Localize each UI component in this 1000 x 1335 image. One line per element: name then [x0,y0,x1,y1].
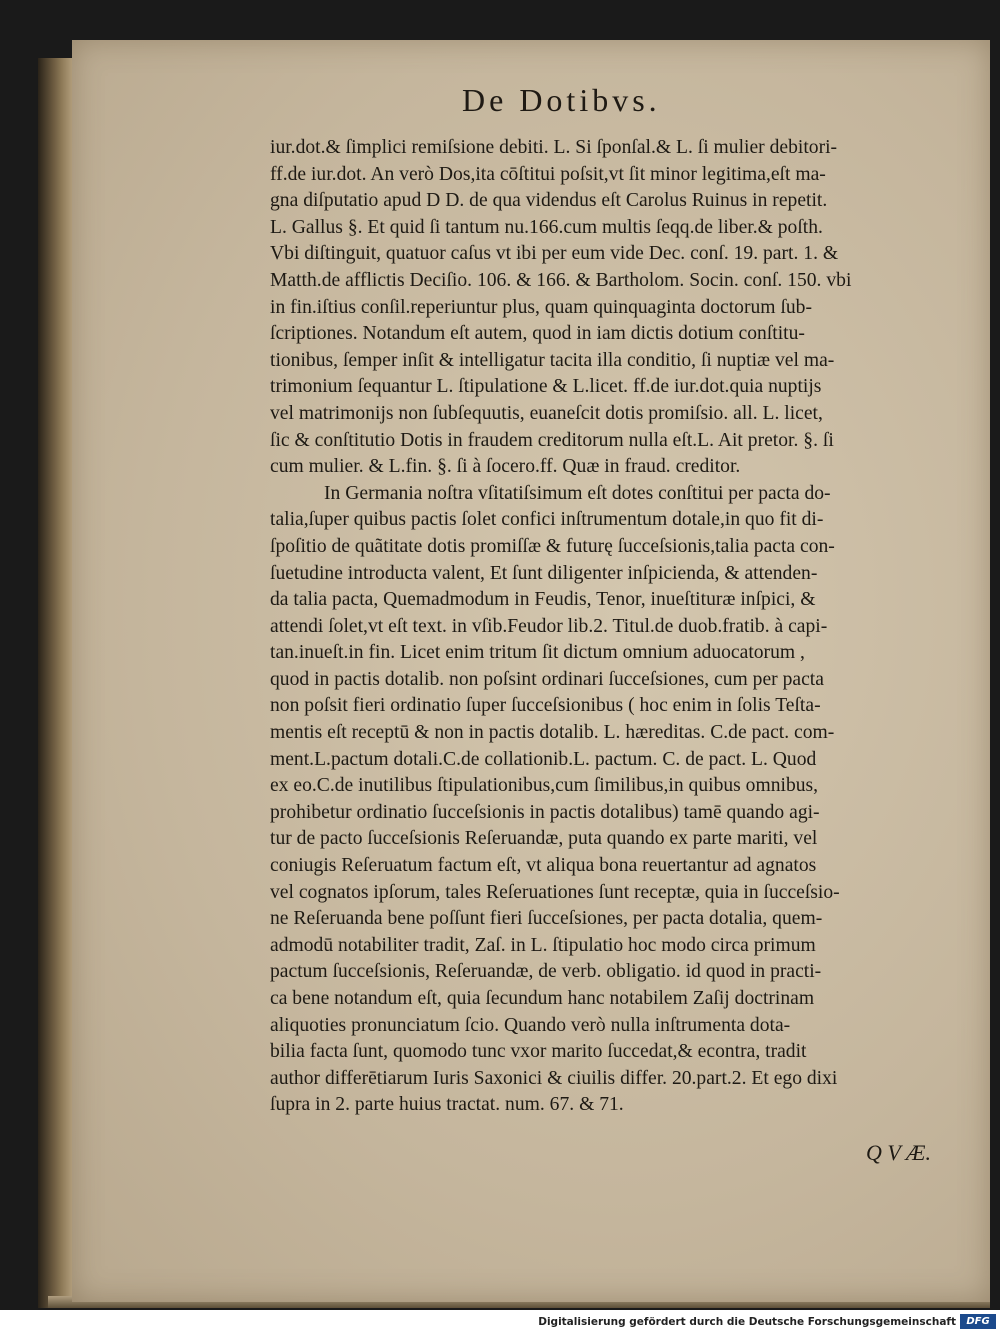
book-spine-edge [38,58,72,1308]
text-line: vel matrimonijs non ſubſequutis, euaneſcit dotis promiſsio. all. L. licet, [270,402,823,424]
text-line: ca bene notandum eſt, quia ſecundum hanc notabilem Zaſij doctrinam [270,988,815,1009]
text-line: coniugis Reſeruatum factum eſt, vt aliqua bona reuertantur ad agnatos [270,855,817,877]
footer-credit: Digitalisierung gefördert durch die Deutsche Forschungsgemeinschaft [538,1316,956,1328]
text-line: aliquoties pronunciatum ſcio. Quando verò nulla inſtrumenta dota- [270,1014,791,1036]
catchword: Q V Æ. [866,1140,931,1165]
text-line: ſcriptiones. Notandum eſt autem, quod in iam dictis dotium conſtitu- [270,323,805,345]
text-line: tan.inueſt.in fin. Licet enim tritum ſit dictum omnium aduocatorum , [270,642,805,664]
text-line: non poſsit fieri ordinatio ſuper ſucceſsionibus ( hoc enim in ſolis Teſta- [270,695,821,717]
text-line: pactum ſucceſsionis, Reſeruandæ, de verb. obligatio. id quod in practi- [270,961,822,983]
text-line: trimonium ſequantur L. ſtipulatione & L.licet. ff.de iur.dot.quia nuptijs [270,376,822,398]
text-line: admodū notabiliter tradit, Zaſ. in L. ſtipulatio hoc modo circa primum [270,934,816,956]
text-line: in fin.iſtius conſil.reperiuntur plus, quam quinquaginta doctorum ſub- [270,296,813,318]
text-line: ſic & conſtitutio Dotis in fraudem creditorum nulla eſt.L. Ait pretor. §. ſi [270,429,834,451]
text-line: ff.de iur.dot. An verò Dos,ita cōſtitui poſsit,vt ſit minor legitima,eſt ma- [270,163,826,185]
text-line: mentis eſt receptū & non in pactis dotalib. L. hæreditas. C.de pact. com- [270,722,835,744]
text-line: ne Reſeruanda bene poſſunt fieri ſucceſsiones, per pacta dotalia, quem- [270,908,823,930]
text-line: quod in pactis dotalib. non poſsint ordinari ſucceſsiones, cum per pacta [270,668,824,690]
text-line: vel cognatos ipſorum, tales Reſeruationes ſunt receptæ, quia in ſucceſsio- [270,881,840,903]
text-line: ſupra in 2. parte huius tractat. num. 67. & 71. [270,1094,624,1116]
text-line: gna diſputatio apud D D. de qua videndus eſt Carolus Ruinus in repetit. [270,190,828,212]
text-line: L. Gallus §. Et quid ſi tantum nu.166.cum multis ſeqq.de liber.& poſth. [270,216,823,238]
text-line: cum mulier. & L.fin. §. ſi à ſocero.ff. Quæ in fraud. creditor. [270,456,741,478]
dfg-logo-icon: DFG [960,1314,996,1329]
text-line: attendi ſolet,vt eſt text. in vſib.Feudor lib.2. Titul.de duob.fratib. à capi- [270,615,828,637]
text-line: In Germania noſtra vſitatiſsimum eſt dotes conſtitui per pacta do- [324,482,831,504]
text-line: Vbi diſtinguit, quatuor caſus vt ibi per eum vide Dec. conſ. 19. part. 1. & [270,243,839,265]
text-line: bilia facta ſunt, quomodo tunc vxor marito ſuccedat,& econtra, tradit [270,1041,807,1063]
text-line: Matth.de afflictis Deciſio. 106. & 166. & Bartholom. Socin. conſ. 150. vbi [270,269,852,291]
text-line: prohibetur ordinatio ſucceſsionis in pactis dotalibus) tamē quando agi- [270,801,820,823]
text-line: tionibus, ſemper inſit & intelligatur tacita illa conditio, ſi nuptiæ vel ma- [270,349,835,371]
text-line: talia,ſuper quibus pactis ſolet confici inſtrumentum dotale,in quo fit di- [270,509,824,531]
text-line: iur.dot.& ſimplici remiſsione debiti. L. Si ſponſal.& L. ſi mulier debitori- [270,137,838,158]
text-line: ſpoſitio de quãtitate dotis promiſſæ & futurę ſucceſsionis,talia pacta con- [270,535,835,557]
text-line: ex eo.C.de inutilibus ſtipulationibus,cum ſimilibus,in quibus omnibus, [270,775,819,797]
text-line: ſuetudine introducta valent, Et ſunt diligenter inſpicienda, & attenden- [270,562,818,584]
text-line: tur de pacto ſucceſsionis Reſeruandæ, puta quando ex parte mariti, vel [270,828,818,850]
text-line: ment.L.pactum dotali.C.de collationib.L. pactum. C. de pact. L. Quod [270,748,817,770]
text-line: author differētiarum Iuris Saxonici & ciuilis differ. 20.part.2. Et ego dixi [270,1067,838,1089]
running-head: De Dotibvs. [462,82,661,118]
text-line: da talia pacta, Quemadmodum in Feudis, Tenor, inueſtituræ inſpici, & [270,589,816,611]
page-text [270,135,960,1119]
